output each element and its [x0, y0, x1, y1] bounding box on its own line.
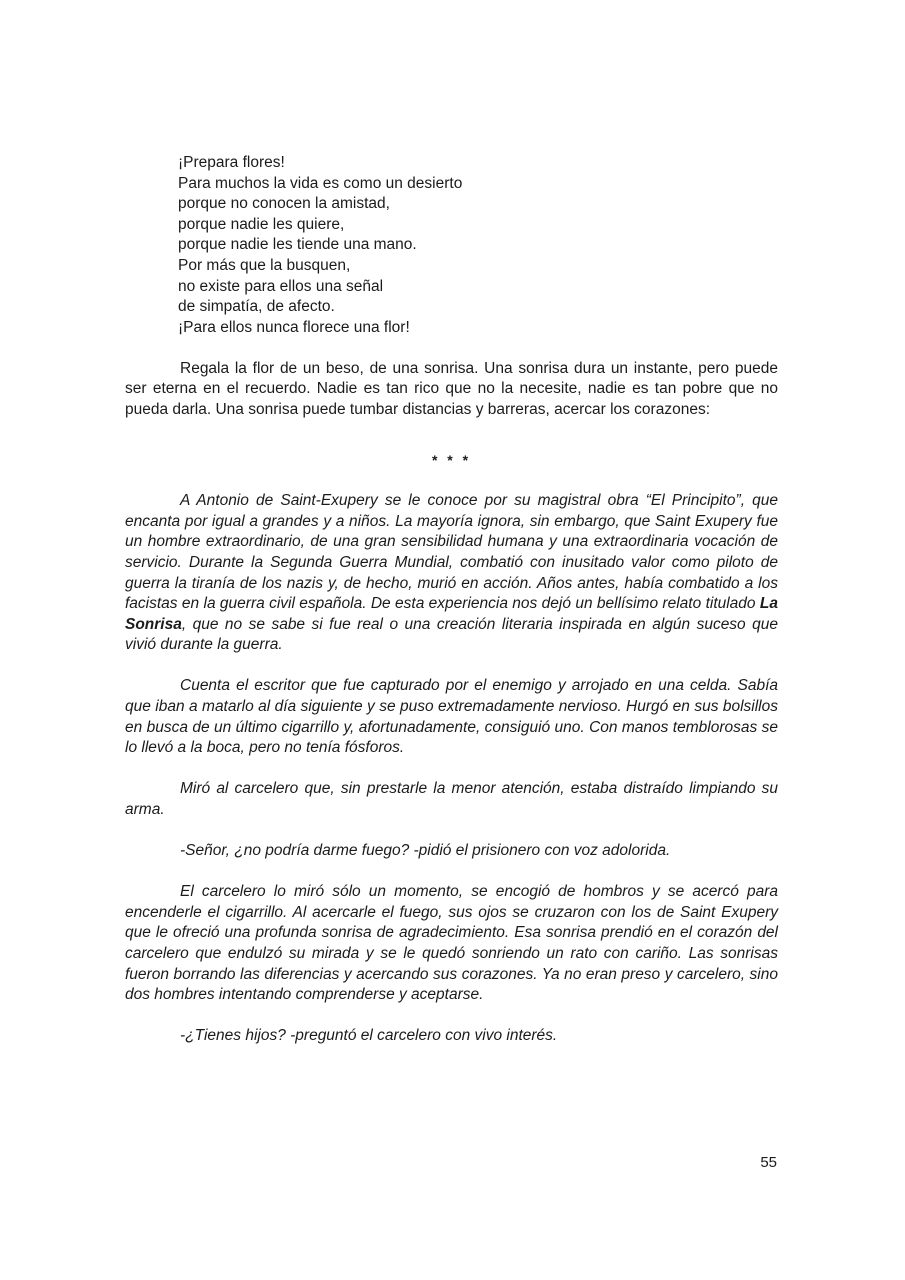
story-dialogue-2: -¿Tienes hijos? -preguntó el carcelero con vivo interés.	[180, 1027, 558, 1045]
poem-line: ¡Prepara flores!	[178, 154, 285, 171]
story-paragraph-1-text: A Antonio de Saint-Exupery se le conoce por su magistral obra “El Principito”, que encanta por igual a grandes y a niños. La mayoría ignora, sin embargo, que Saint Exupery fue un hombre extraordinario, de una gran sensibilidad humana y una extraordinaria vocación de servicio. Durante la Segunda Guerra Mundial, combatió con inusitado valor como piloto de guerra la tiranía de los nazis y, de hecho, murió en acción. Años antes, había combatido a los facistas en la guerra civil española. De esta experiencia nos dejó un bellísimo relato titulado	[125, 492, 778, 613]
story-paragraph-1-text-after: , que no se sabe si fue real o una creación literaria inspirada en algún suceso que vivió durante la guerra.	[125, 615, 778, 654]
story-title-la-sonrisa: La Sonrisa	[125, 595, 778, 633]
page-number: 55	[760, 1154, 777, 1171]
story-paragraph-3: Miró al carcelero que, sin prestarle la menor atención, estaba distraído limpiando su arma.	[125, 780, 778, 818]
poem-line: porque no conocen la amistad,	[178, 195, 390, 213]
section-separator: * * *	[431, 451, 472, 468]
poem-line: Para muchos la vida es como un desierto	[178, 174, 463, 192]
poem-line: ¡Para ellos nunca florece una flor!	[178, 318, 410, 336]
poem-block	[178, 153, 778, 338]
poem-line: Por más que la busquen,	[178, 256, 351, 274]
intro-paragraph: Regala la flor de un beso, de una sonrisa. Una sonrisa dura un instante, pero puede ser eterna en el recuerdo. Nadie es tan rico que no la necesite, nadie es tan pobre que no pueda darla. Una sonrisa puede tumbar distancias y barreras, acercar los corazones:	[125, 359, 778, 419]
story-dialogue-1: -Señor, ¿no podría darme fuego? -pidió el prisionero con voz adolorida.	[180, 842, 671, 860]
story-paragraph-1	[125, 491, 778, 656]
poem-line: no existe para ellos una señal	[178, 277, 384, 295]
document-page-content	[125, 153, 778, 1067]
story-paragraph-2: Cuenta el escritor que fue capturado por el enemigo y arrojado en una celda. Sabía que iban a matarlo al día siguiente y se puso extremadamente nervioso. Hurgó en sus bolsillos en busca de un último cigarrillo y, afortunadamente, consiguió uno. Con manos temblorosas se lo llevó a la boca, pero no tenía fósforos.	[125, 677, 778, 757]
poem-line: de simpatía, de afecto.	[178, 298, 335, 316]
poem-line: porque nadie les quiere,	[178, 215, 345, 233]
story-paragraph-5: El carcelero lo miró sólo un momento, se encogió de hombros y se acercó para encenderle el cigarrillo. Al acercarle el fuego, sus ojos se cruzaron con los de Saint Exupery que le ofreció una profunda sonrisa de agradecimiento. Esa sonrisa prendió en el corazón del carcelero que endulzó su mirada y se le quedó sonriendo un rato con cariño. Las sonrisas fueron borrando las diferencias y acercando sus corazones. Ya no eran preso y carcelero, sino dos hombres intentando comprenderse y aceptarse.	[125, 883, 778, 1004]
poem-line: porque nadie les tiende una mano.	[178, 236, 417, 254]
